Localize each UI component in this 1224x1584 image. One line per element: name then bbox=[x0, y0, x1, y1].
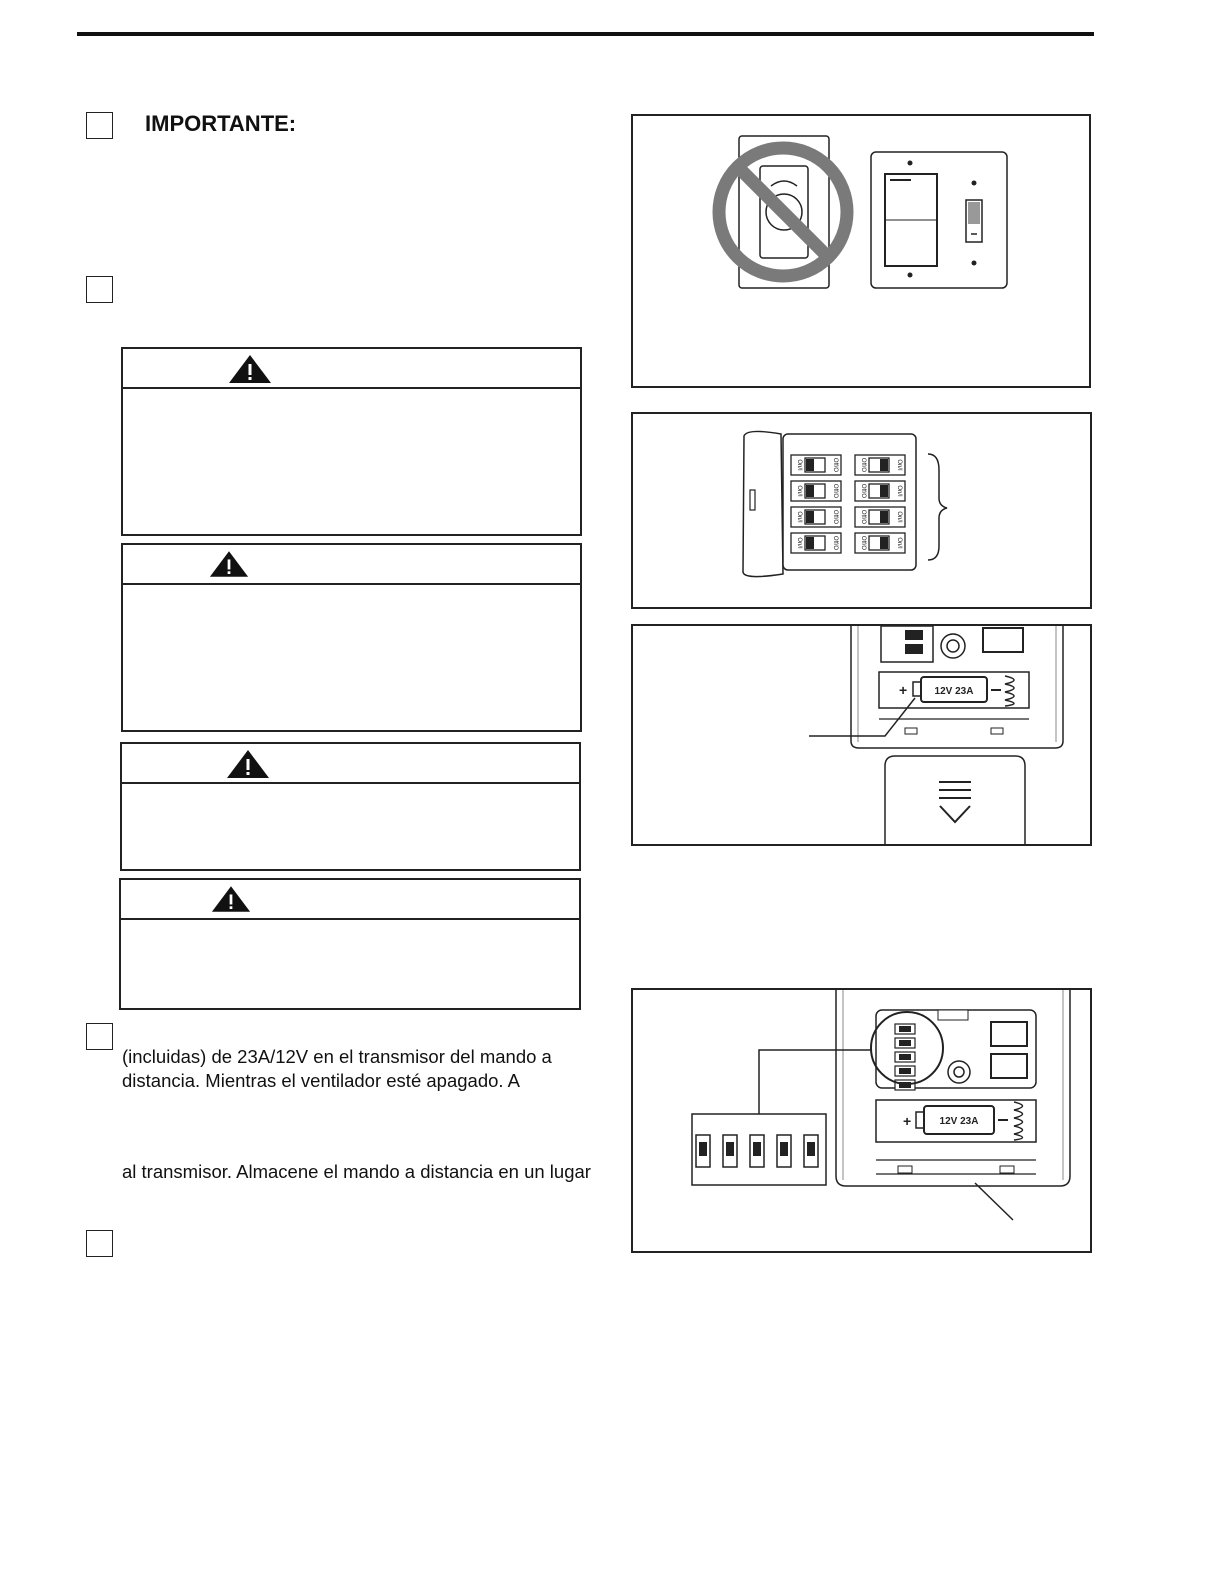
breaker-label-off: On/I bbox=[896, 511, 902, 523]
warning-triangle-icon bbox=[228, 354, 272, 384]
step-checkbox-4[interactable] bbox=[86, 1230, 113, 1257]
battery-label: 12V 23A bbox=[934, 686, 974, 697]
warning-box-2 bbox=[121, 543, 582, 732]
breaker-label-on: On/I bbox=[796, 511, 802, 523]
breaker-switch bbox=[855, 507, 905, 527]
breaker-label-on: On/I bbox=[796, 485, 802, 497]
breaker-label-on: Off/O bbox=[860, 483, 866, 499]
warning-box-header bbox=[121, 880, 579, 920]
breaker-label-off: On/I bbox=[896, 459, 902, 471]
step3-line-2: distancia. Mientras el ventilador esté apagado. A bbox=[122, 1070, 520, 1091]
step-checkbox-3[interactable] bbox=[86, 1023, 113, 1050]
step3-line-3: al transmisor. Almacene el mando a distancia en un lugar bbox=[122, 1161, 591, 1182]
figure-battery-compartment bbox=[631, 624, 1092, 846]
step-checkbox-1[interactable] bbox=[86, 112, 113, 139]
warning-box-1 bbox=[121, 347, 582, 536]
svg-text:+: + bbox=[899, 682, 908, 698]
figure-wall-switch bbox=[631, 114, 1091, 388]
breaker-label-on: Off/O bbox=[860, 457, 866, 473]
breaker-label-off: On/I bbox=[896, 485, 902, 497]
warning-triangle-icon bbox=[209, 550, 249, 578]
warning-triangle-icon bbox=[211, 885, 251, 913]
breaker-label-on: On/I bbox=[796, 459, 802, 471]
warning-box-4 bbox=[119, 878, 581, 1010]
step-checkbox-2[interactable] bbox=[86, 276, 113, 303]
breaker-switch bbox=[791, 533, 841, 553]
warning-box-3 bbox=[120, 742, 581, 871]
warning-box-header bbox=[122, 744, 579, 784]
warning-box-header bbox=[123, 349, 580, 389]
step3-line-1: (incluidas) de 23A/12V en el transmisor del mando a bbox=[122, 1046, 552, 1067]
breaker-label-on: On/I bbox=[796, 537, 802, 549]
header-rule bbox=[77, 32, 1094, 36]
breaker-label-off: Off/O bbox=[832, 535, 838, 551]
warning-box-header bbox=[123, 545, 580, 585]
breaker-label-off: Off/O bbox=[832, 483, 838, 499]
breaker-switch bbox=[855, 455, 905, 475]
figure-breaker-panel bbox=[631, 412, 1092, 609]
figure-dip-switches bbox=[631, 988, 1092, 1253]
svg-text:+: + bbox=[903, 1113, 912, 1129]
breaker-switch bbox=[791, 507, 841, 527]
breaker-switch bbox=[791, 481, 841, 501]
breaker-label-off: Off/O bbox=[832, 457, 838, 473]
breaker-label-on: Off/O bbox=[860, 535, 866, 551]
breaker-label-off: Off/O bbox=[832, 509, 838, 525]
important-heading: IMPORTANTE: bbox=[145, 111, 297, 136]
warning-triangle-icon bbox=[226, 749, 270, 779]
breaker-label-on: Off/O bbox=[860, 509, 866, 525]
breaker-switch bbox=[855, 533, 905, 553]
battery-label-2: 12V 23A bbox=[939, 1116, 979, 1127]
breaker-switch bbox=[855, 481, 905, 501]
breaker-label-off: On/I bbox=[896, 537, 902, 549]
breaker-switch bbox=[791, 455, 841, 475]
